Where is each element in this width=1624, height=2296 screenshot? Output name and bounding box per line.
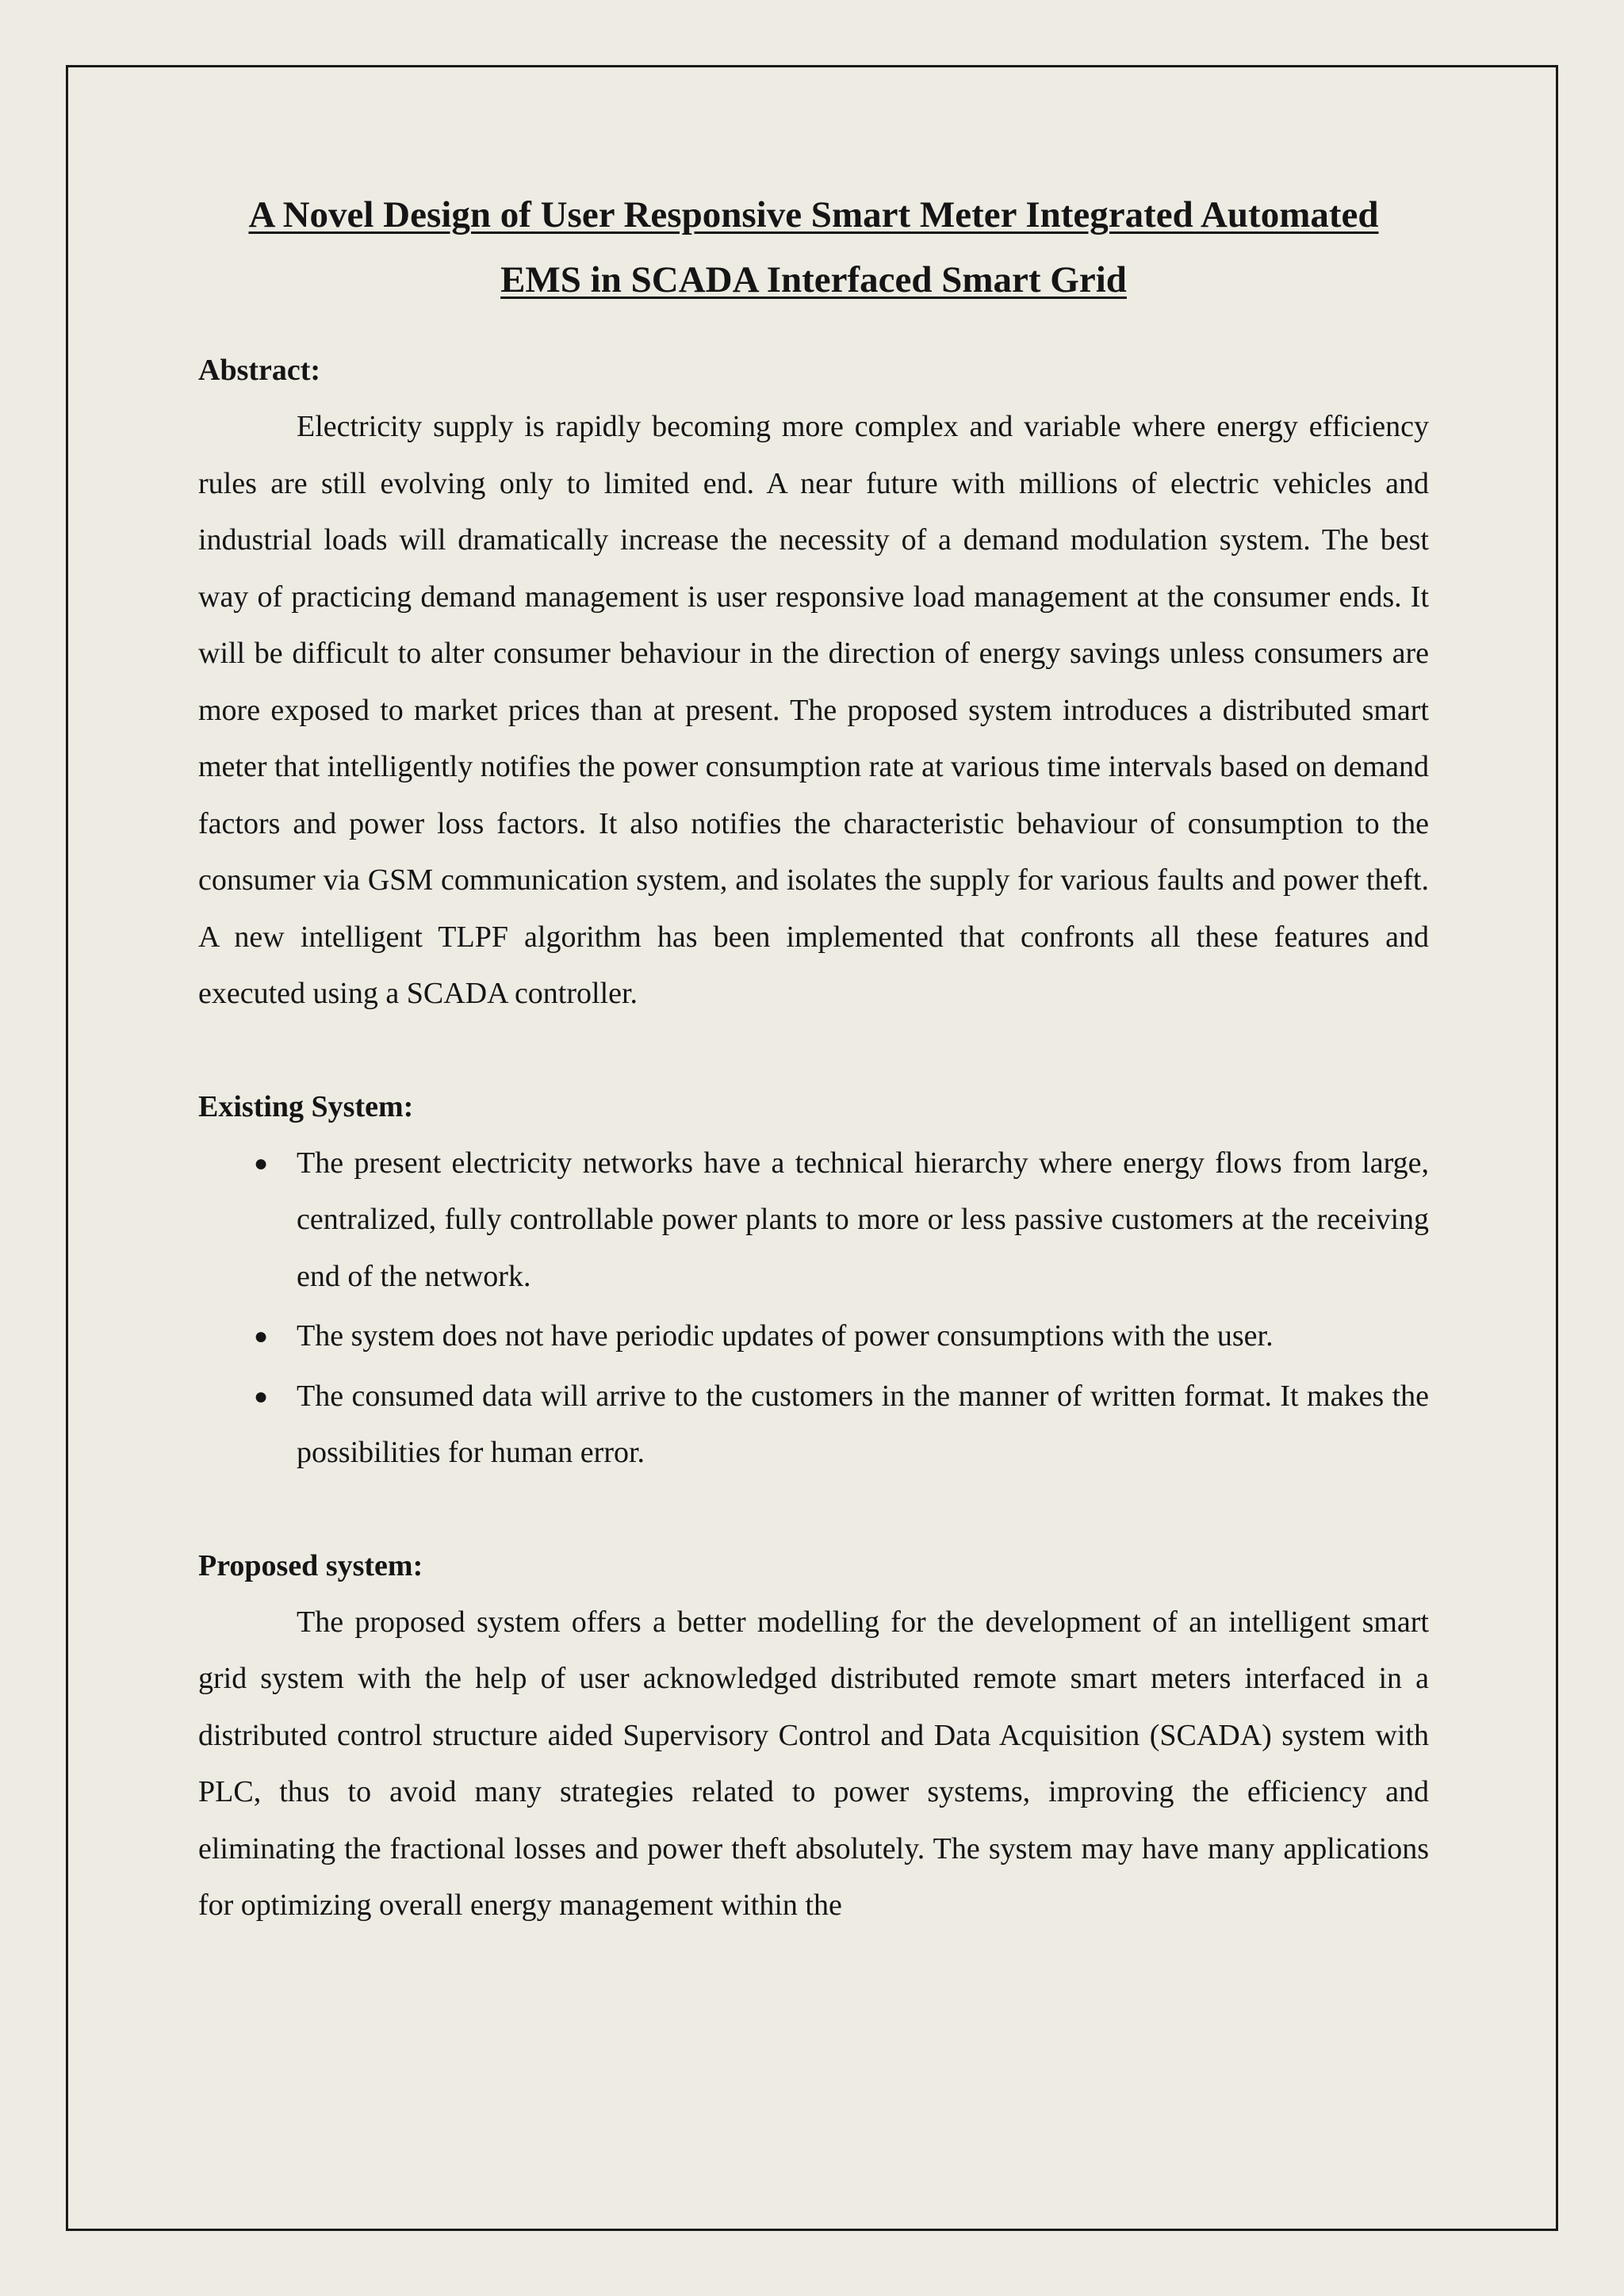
bullet-icon: ● — [253, 1150, 269, 1177]
bullet-icon: ● — [253, 1323, 269, 1349]
list-item — [198, 1308, 1429, 1365]
proposed-system-section — [198, 1538, 1429, 1934]
title-line-1: A Novel Design of User Responsive Smart Meter Integrated Automated — [248, 194, 1379, 235]
list-item-text: The consumed data will arrive to the customers in the manner of written format. It makes the possibilities for human error. — [297, 1379, 1429, 1469]
existing-system-section — [198, 1079, 1429, 1482]
list-item-text: The present electricity networks have a technical hierarchy where energy flows from large, centralized, fully controllable power plants to more or less passive customers at the receiving end of the network. — [297, 1146, 1429, 1293]
bullet-icon: ● — [253, 1383, 269, 1410]
list-item — [198, 1135, 1429, 1306]
existing-system-list — [198, 1135, 1429, 1482]
abstract-heading: Abstract: — [198, 354, 321, 387]
list-item — [198, 1368, 1429, 1482]
list-item-text: The system does not have periodic updates of power consumptions with the user. — [297, 1319, 1274, 1353]
existing-system-heading: Existing System: — [198, 1089, 414, 1123]
proposed-system-text: The proposed system offers a better modelling for the development of an intelligent smart grid system with the help of user acknowledged distributed remote smart meters interfaced in a distributed control structure aided Supervisory Control and Data Acquisition (SCADA) system with PLC, thus to avoid many strategies related to power systems, improving the efficiency and eliminating the fractional losses and power theft absolutely. The system may have many applications for optimizing overall energy management within the — [198, 1605, 1429, 1922]
abstract-section — [198, 342, 1429, 1023]
document-title — [198, 182, 1429, 312]
document-body — [198, 182, 1429, 1934]
title-line-2: EMS in SCADA Interfaced Smart Grid — [500, 259, 1127, 300]
proposed-system-heading: Proposed system: — [198, 1548, 423, 1582]
abstract-text: Electricity supply is rapidly becoming more complex and variable where energy efficiency rules are still evolving only to limited end. A near future with millions of electric vehicles and industrial loads will dramatically increase the necessity of a demand modulation system. The best way of practicing demand management is user responsive load management at the consumer ends. It will be difficult to alter consumer behaviour in the direction of energy savings unless consumers are more exposed to market prices than at present. The proposed system introduces a distributed smart meter that intelligently notifies the power consumption rate at various time intervals based on demand factors and power loss factors. It also notifies the characteristic behaviour of consumption to the consumer via GSM communication system, and isolates the supply for various faults and power theft. A new intelligent TLPF algorithm has been implemented that confronts all these features and executed using a SCADA controller. — [198, 410, 1429, 1010]
